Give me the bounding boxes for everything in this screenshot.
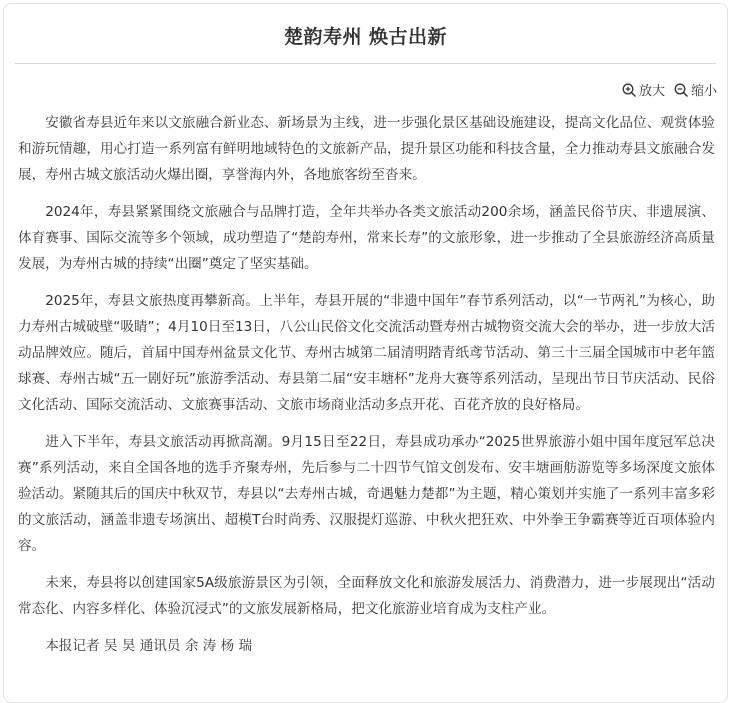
title-divider — [15, 63, 716, 64]
zoom-out-label: 缩小 — [690, 84, 717, 99]
article-paragraph: 安徽省寿县近年来以文旅融合新业态、新场景为主线，进一步强化景区基础设施建设，提高文化品位、观赏体验和游玩情趣，用心打造一系列富有鲜明地域特色的文旅新产品，提升景区功能和科技含量，全力推动寿县文旅融合发展，寿州古城文旅活动火爆出圈，享誉海内外，各地旅客纷至沓来。 — [18, 115, 715, 183]
article-paragraph: 2024年，寿县紧紧围绕文旅融合与品牌打造，全年共举办各类文旅活动200余场，涵盖民俗节庆、非遗展演、体育赛事、国际交流等多个领域，成功塑造了“楚韵寿州，常来长寿”的文旅形象，进一步推动了全县旅游经济高质量发展，为寿州古城的持续“出圈”奠定了坚实基础。 — [18, 204, 715, 272]
article-paragraph: 进入下半年，寿县文旅活动再掀高潮。9月15日至22日，寿县成功承办“2025世界旅游小姐中国年度冠军总决赛”系列活动，来自全国各地的选手齐聚寿州，先后参与二十四节气馆文创发布、安丰塘画舫游览等多场深度文旅体验活动。紧随其后的国庆中秋双节，寿县以“去寿州古城，奇遇魅力楚都”为主题，精心策划并实施了一系列丰富多彩的文旅活动，涵盖非遗专场演出、超模T台时尚秀、汉服提灯巡游、中秋火把狂欢、中外拳王争霸赛等近百项体验内容。 — [18, 434, 715, 554]
zoom-in-icon — [622, 83, 639, 97]
article-card — [3, 3, 728, 703]
zoom-out-button[interactable] — [674, 80, 717, 99]
zoom-out-icon — [674, 83, 691, 97]
article-title: 楚韵寿州 焕古出新 — [283, 26, 448, 48]
font-size-toolbar — [613, 80, 717, 99]
article-byline: 本报记者 吴 昊 通讯员 余 涛 杨 瑞 — [45, 638, 253, 654]
article-body — [18, 110, 715, 659]
zoom-in-label: 放大 — [638, 84, 665, 99]
article-paragraph: 2025年，寿县文旅热度再攀新高。上半年，寿县开展的“非遗中国年”春节系列活动，以“一节两礼”为核心，助力寿州古城破壁“吸睛”；4月10日至13日，八公山民俗文化交流活动暨寿州古城物资交流大会的举办，进一步放大活动品牌效应。随后，首届中国寿州盆景文化节、寿州古城第二届清明踏青纸鸢节活动、第三十三届全国城市中老年篮球赛、寿州古城“五一剧好玩”旅游季活动、寿县第二届“安丰塘杯”龙舟大赛等系列活动，呈现出节日节庆活动、民俗文化活动、国际交流活动、文旅赛事活动、文旅市场商业活动多点开花、百花齐放的良好格局。 — [18, 293, 715, 413]
zoom-in-button[interactable] — [622, 80, 665, 99]
article-paragraph: 未来，寿县将以创建国家5A级旅游景区为引领，全面释放文化和旅游发展活力、消费潜力，进一步展现出“活动常态化、内容多样化、体验沉浸式”的文旅发展新格局，把文化旅游业培育成为支柱产业。 — [18, 575, 715, 617]
